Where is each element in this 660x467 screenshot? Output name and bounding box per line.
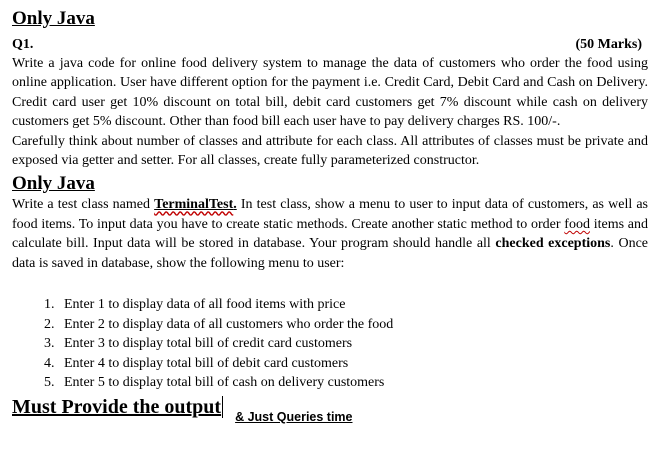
menu-item-5: 5. Enter 5 to display total bill of cash on delivery customers bbox=[58, 373, 648, 393]
queries-time: & Just Queries time bbox=[235, 409, 353, 424]
text-cursor bbox=[222, 396, 223, 418]
question-number: Q1. bbox=[12, 37, 34, 52]
menu-item-3: 3. Enter 3 to display total bill of credit card customers bbox=[58, 334, 648, 354]
p3-mid: In test class, show a menu to user to input data of customers, as well as food items. To input data you have to create static methods. Create another static method to order bbox=[12, 197, 649, 232]
p3-checked-exceptions: checked exceptions bbox=[495, 236, 611, 252]
p3-mid2: items and calculate bill. Input data will be stored in database. Your program should handle all bbox=[12, 216, 648, 252]
terminal-test-classname bbox=[154, 197, 233, 212]
menu-list bbox=[12, 295, 648, 393]
menu-item-2: 2. Enter 2 to display data of all customers who order the food bbox=[58, 315, 648, 335]
menu-item-4: 4. Enter 4 to display total bill of debit card customers bbox=[58, 354, 648, 374]
heading-only-java-2: Only Java bbox=[12, 173, 95, 195]
terminal-test-text: TerminalTest bbox=[154, 197, 234, 213]
p3-before: Write a test class named bbox=[12, 197, 155, 213]
paragraph-test-class bbox=[12, 195, 648, 273]
paragraph-task: Write a java code for online food delivery system to manage the data of customers who order the food using online application. User have different option for the payment i.e. Credit Card, Debit Card and Cash on Delivery. Credit card user get 10% discount on total bill, debit card customers get 7% discount while cash on delivery customers get 5% discount. Other than food bill each user have to pay delivery charges RS. 100/-. bbox=[12, 56, 648, 130]
heading-only-java-1: Only Java bbox=[12, 8, 95, 29]
p3-food: food bbox=[564, 216, 590, 232]
paragraph-classes: Carefully think about number of classes and attribute for each class. All attributes of classes must be private and exposed via getter and setter. For all classes, create fully parameterized constructor. bbox=[12, 133, 648, 169]
footer-line bbox=[12, 395, 648, 424]
menu-item-1: 1. Enter 1 to display data of all food items with price bbox=[58, 295, 648, 315]
question-marks: (50 Marks) bbox=[575, 37, 642, 52]
document-page bbox=[12, 8, 649, 424]
question-line bbox=[12, 36, 648, 54]
must-provide-output: Must Provide the output bbox=[12, 395, 222, 418]
p3-dot: . bbox=[233, 197, 237, 213]
p3-end: . Once data is saved in database, show the following menu to user: bbox=[12, 236, 648, 271]
